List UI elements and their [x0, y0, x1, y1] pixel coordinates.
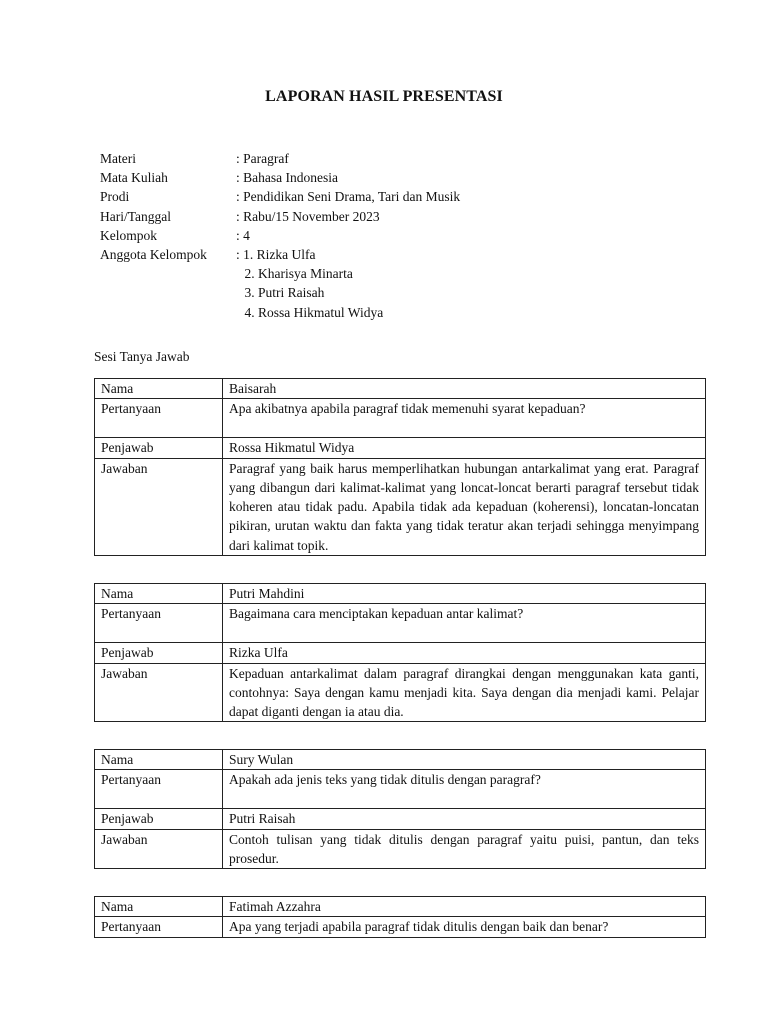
member-row	[100, 264, 460, 283]
label-cell: Pertanyaan	[95, 604, 223, 643]
info-row-kelompok	[100, 226, 460, 245]
info-label: Materi	[100, 151, 136, 166]
label-cell: Jawaban	[95, 829, 223, 869]
label-cell: Penjawab	[95, 438, 223, 458]
info-value: : 1. Rizka Ulfa	[236, 246, 316, 262]
table-row	[95, 897, 706, 917]
info-row-anggota	[100, 245, 460, 264]
table-row	[95, 917, 706, 937]
nama-cell: Putri Mahdini	[223, 584, 706, 604]
info-value: : Bahasa Indonesia	[236, 170, 338, 186]
member-name: 4. Rossa Hikmatul Widya	[244, 304, 384, 320]
penjawab-cell: Rizka Ulfa	[223, 643, 706, 663]
table-row	[95, 663, 706, 722]
info-value: : Rabu/15 November 2023	[236, 208, 380, 224]
info-label: Kelompok	[100, 227, 157, 243]
label-cell: Penjawab	[95, 643, 223, 663]
penjawab-cell: Putri Raisah	[223, 809, 706, 829]
label-cell: Jawaban	[95, 663, 223, 722]
pertanyaan-cell: Apa yang terjadi apabila paragraf tidak ditulis dengan baik dan benar?	[223, 917, 706, 937]
info-label: Mata Kuliah	[100, 170, 168, 186]
info-row-prodi	[100, 187, 460, 206]
member-row	[100, 303, 460, 322]
label-cell: Pertanyaan	[95, 917, 223, 937]
member-row	[100, 283, 460, 302]
qa-table-3	[94, 749, 706, 869]
qa-table-4	[94, 896, 706, 938]
table-row	[95, 604, 706, 643]
nama-cell: Baisarah	[223, 379, 706, 399]
table-row	[95, 770, 706, 809]
pertanyaan-cell: Apa akibatnya apabila paragraf tidak memenuhi syarat kepaduan?	[223, 399, 706, 438]
table-row	[95, 399, 706, 438]
info-block	[100, 149, 460, 322]
table-row	[95, 750, 706, 770]
label-cell: Pertanyaan	[95, 770, 223, 809]
jawaban-cell: Paragraf yang baik harus memperlihatkan hubungan antarkalimat yang erat. Paragraf yang dibangun dari kalimat-kalimat yang loncat-loncat berarti paragraf tersebut tidak koheren atau tidak padu. Apabila tidak ada kepaduan (koherensi), loncatan-loncatan pikiran, urutan waktu dan fakta yang tidak teratur akan terjadi sehingga menyimpang dari kalimat topik.	[223, 458, 706, 555]
info-row-hari-tanggal	[100, 207, 460, 226]
info-label: Prodi	[100, 189, 130, 205]
info-row-materi	[100, 149, 460, 168]
table-row	[95, 438, 706, 458]
table-row	[95, 643, 706, 663]
label-cell: Nama	[95, 379, 223, 399]
qa-table-1	[94, 378, 706, 556]
info-label: Hari/Tanggal	[100, 208, 172, 224]
table-row	[95, 809, 706, 829]
label-cell: Pertanyaan	[95, 399, 223, 438]
info-value: : Pendidikan Seni Drama, Tari dan Musik	[236, 189, 461, 205]
nama-cell: Fatimah Azzahra	[223, 897, 706, 917]
table-row	[95, 584, 706, 604]
info-label: Anggota Kelompok	[100, 246, 207, 262]
pertanyaan-cell: Apakah ada jenis teks yang tidak ditulis dengan paragraf?	[223, 770, 706, 809]
jawaban-cell: Kepaduan antarkalimat dalam paragraf dirangkai dengan menggunakan kata ganti, contohnya: Saya dengan kamu menjadi kita. Saya dengan dia menjadi kami. Pelajar dapat diganti dengan ia atau dia.	[223, 663, 706, 722]
jawaban-cell: Contoh tulisan yang tidak ditulis dengan paragraf yaitu puisi, pantun, dan teks prosedur.	[223, 829, 706, 869]
section-title: Sesi Tanya Jawab	[94, 349, 190, 364]
info-value: : Paragraf	[236, 151, 289, 166]
info-row-mata-kuliah	[100, 168, 460, 187]
table-row	[95, 379, 706, 399]
page-title: LAPORAN HASIL PRESENTASI	[265, 88, 503, 105]
table-row	[95, 458, 706, 555]
qa-table-2	[94, 583, 706, 722]
label-cell: Nama	[95, 750, 223, 770]
info-value: : 4	[236, 227, 250, 243]
label-cell: Penjawab	[95, 809, 223, 829]
label-cell: Jawaban	[95, 458, 223, 555]
label-cell: Nama	[95, 897, 223, 917]
member-name: 3. Putri Raisah	[244, 285, 325, 301]
member-name: 2. Kharisya Minarta	[244, 266, 353, 282]
table-row	[95, 829, 706, 869]
pertanyaan-cell: Bagaimana cara menciptakan kepaduan antar kalimat?	[223, 604, 706, 643]
nama-cell: Sury Wulan	[223, 750, 706, 770]
penjawab-cell: Rossa Hikmatul Widya	[223, 438, 706, 458]
label-cell: Nama	[95, 584, 223, 604]
